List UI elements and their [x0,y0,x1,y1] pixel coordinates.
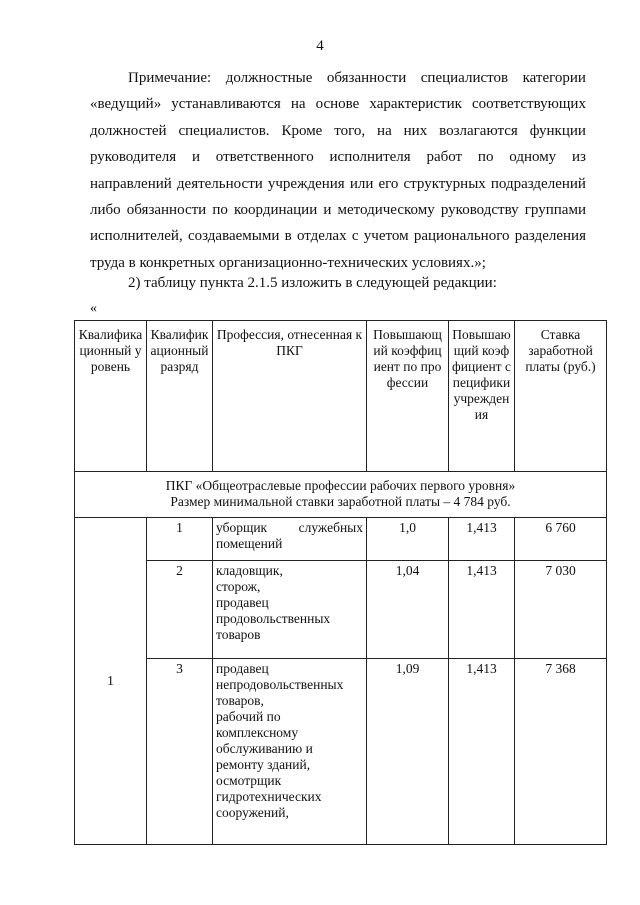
note-word: и [191,149,200,166]
sub-item-text: 2) таблицу пункта 2.1.5 изложить в следующей редакции: [128,275,497,291]
pkg-table [74,320,607,845]
profession-line: помещений [216,536,283,551]
note-word: ответственного [215,149,314,166]
note-word: исполнителя [329,149,411,166]
note-word: обязанности [326,70,407,86]
header-coef-profession: Повышающий коэффициент по профессии [367,321,449,472]
note-word: с [351,228,359,245]
group-title: ПКГ «Общеотраслевые профессии рабочих первого уровня» [165,478,516,493]
note-line [90,223,586,249]
coef-institution-cell: 1,413 [449,518,515,561]
note-word: группами [524,202,586,219]
profession-line: продовольственных [216,611,331,626]
grade-cell: 3 [147,659,213,845]
profession-line: гидротехнических [216,789,322,804]
note-word: одному [509,149,557,166]
profession-line: кладовщик, [216,563,283,578]
note-word: рационального [413,228,510,245]
note-word: специалистов. [178,122,270,139]
profession-line: рабочий по [216,709,281,724]
note-line [90,91,586,117]
note-word: деятельности [176,175,263,192]
table-header-row [75,321,607,472]
header-rate: Ставка заработной платы (руб.) [515,321,607,472]
note-word: подразделений [490,175,586,192]
note-word: структурных [403,175,486,192]
note-word: основе [315,96,360,113]
note-word: соответствующих [471,96,586,113]
note-word: Примечание: [128,70,212,86]
note-word: либо [90,202,121,219]
opening-quote: « [90,301,97,316]
note-word: отделах [297,228,347,245]
profession-cell [213,659,367,845]
profession-line: осмотрщик [216,773,282,788]
profession-line: продавец [216,661,269,676]
profession-line: сторож, [216,579,261,594]
coef-profession-cell: 1,09 [367,659,449,845]
table-row [75,561,607,659]
note-word: характеристик [369,96,462,113]
grade-cell: 1 [147,518,213,561]
note-word: из [571,149,586,166]
profession-line: сооружений, [216,805,289,820]
note-word: руководителя [90,149,177,166]
note-line [90,65,586,91]
note-word: исполнителей, [90,228,183,245]
profession-line: уборщик служебных [216,520,363,535]
note-word: категории [522,70,586,86]
note-word: и [323,202,332,219]
header-qual-grade: Квалификационный разряд [147,321,213,472]
note-word: создаваемыми [187,228,280,245]
profession-line: продавец [216,595,269,610]
grade-cell: 2 [147,561,213,659]
level-cell: 1 [75,518,147,845]
note-word: Кроме [281,122,323,139]
coef-profession-cell: 1,0 [367,518,449,561]
profession-line: ремонту зданий, [216,757,311,772]
note-word: в [284,228,292,245]
note-word: руководству [440,202,519,219]
profession-cell [213,518,367,561]
table-row [75,518,607,561]
note-word: обязанности [126,202,207,219]
note-line [90,118,586,144]
header-qual-level: Квалификационный уровень [75,321,147,472]
note-word: учреждения [267,175,345,192]
note-word: возлагаются [439,122,518,139]
note-word: на [290,96,306,113]
note-word: учетом [363,228,409,245]
note-word: или [349,175,374,192]
note-word: разделения [514,228,586,245]
note-line [90,144,586,170]
coef-profession-cell: 1,04 [367,561,449,659]
group-cell [75,472,607,518]
rate-cell: 7 368 [515,659,607,845]
note-line [90,197,586,223]
note-word: того, [334,122,366,139]
note-line [90,171,586,197]
group-row [75,472,607,518]
note-word: «ведущий» [90,96,162,113]
profession-line: непродовольственных [216,677,344,692]
header-profession: Профессия, отнесенная к ПКГ [213,321,367,472]
coef-institution-cell: 1,413 [449,561,515,659]
note-word: работ [426,149,463,166]
profession-line: товаров, [216,693,264,708]
note-word: его [378,175,399,192]
note-word: методическому [337,202,435,219]
profession-line: товаров [216,627,261,642]
group-min-rate: Размер минимальной ставки заработной платы – 4 784 руб. [170,494,511,509]
note-word: по [212,202,228,219]
note-word: функции [529,122,586,139]
note-word: должностей [90,122,167,139]
rate-cell: 6 760 [515,518,607,561]
note-line: труда в конкретных организационно-технических условиях.»; [90,254,486,271]
coef-institution-cell: 1,413 [449,659,515,845]
note-word: них [403,122,428,139]
note-word: по [477,149,494,166]
profession-line: комплексному [216,725,299,740]
profession-cell [213,561,367,659]
note-word: координации [233,202,318,219]
rate-cell: 7 030 [515,561,607,659]
note-word: специалистов [420,70,509,86]
note-word: направлений [90,175,172,192]
page-number: 4 [316,38,324,54]
note-word: должностные [225,70,313,86]
note-paragraph [90,65,586,276]
table-row [75,659,607,845]
note-word: на [377,122,392,139]
header-coef-institution: Повышающий коэффициент специфики учреждения [449,321,515,472]
note-word: устанавливаются [171,96,281,113]
profession-line: обслуживанию и [216,741,313,756]
